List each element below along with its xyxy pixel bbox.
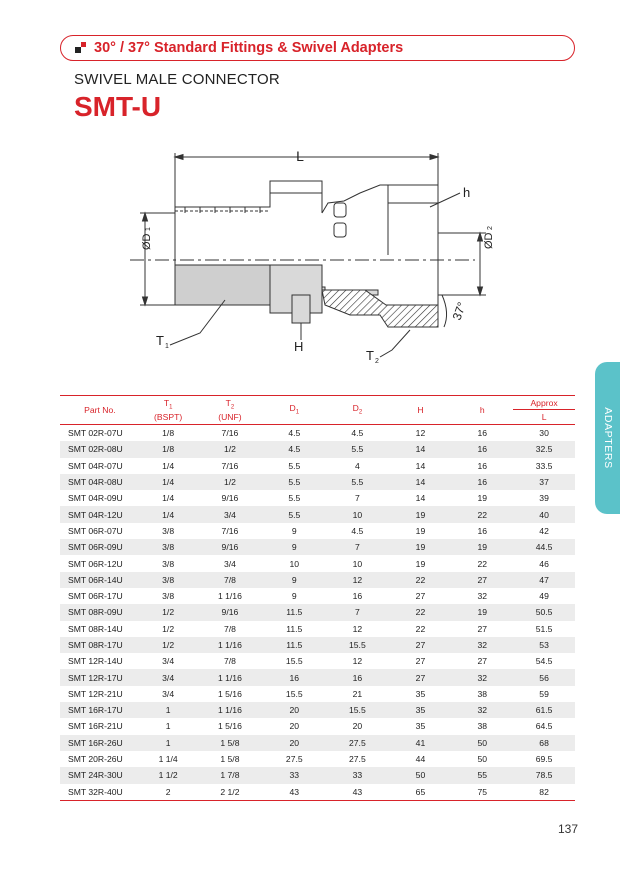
table-row <box>60 767 575 783</box>
table-cell: 1/2 <box>140 637 197 653</box>
table-cell: 16 <box>477 460 488 471</box>
table-cell: 14 <box>390 474 452 490</box>
table-cell: 27 <box>415 656 426 667</box>
table-cell: 44 <box>415 754 426 765</box>
table-cell: 1 <box>165 721 171 732</box>
table-cell: 50 <box>451 735 513 751</box>
table-cell: 7/8 <box>223 623 236 634</box>
section-tab-label: ADAPTERS <box>601 407 614 469</box>
table-row <box>60 784 575 801</box>
t2-label: T <box>366 348 374 363</box>
table-cell: 5.5 <box>288 493 301 504</box>
table-cell: 32 <box>451 669 513 685</box>
table-cell: 51.5 <box>535 623 553 634</box>
table-row <box>60 523 575 539</box>
table-cell: 50 <box>390 767 452 783</box>
table-cell: 20 <box>263 735 325 751</box>
table-cell: 1 5/8 <box>220 754 240 765</box>
table-cell: SMT 20R-26U <box>68 754 123 765</box>
table-cell: 3/4 <box>162 688 175 699</box>
table-cell: 43 <box>325 784 389 801</box>
table-row <box>60 506 575 522</box>
table-row <box>60 572 575 588</box>
table-cell: 41 <box>390 735 452 751</box>
table-cell: 32 <box>477 591 488 602</box>
table-cell: 30 <box>539 428 549 439</box>
section-banner <box>60 35 575 61</box>
table-cell: 7/16 <box>221 428 239 439</box>
table-cell: SMT 06R-14U <box>60 572 140 588</box>
table-cell: 27 <box>390 637 452 653</box>
product-subtitle: SWIVEL MALE CONNECTOR <box>74 71 280 88</box>
table-cell: 4.5 <box>351 525 364 536</box>
table-cell: 27.5 <box>349 754 366 765</box>
table-cell: 4.5 <box>288 428 301 439</box>
table-cell: 4.5 <box>351 428 364 439</box>
table-cell: 49 <box>539 591 549 602</box>
table-cell: 1 7/8 <box>196 767 263 783</box>
table-cell: 32 <box>451 702 513 718</box>
table-cell: SMT 16R-26U <box>60 735 140 751</box>
dim-l-label: L <box>296 148 304 164</box>
table-cell: 61.5 <box>513 702 575 718</box>
col-d1: $D_1$ <box>263 396 325 425</box>
table-row <box>60 425 575 442</box>
col-part-no: Part No. <box>60 396 140 425</box>
table-cell: 14 <box>415 493 426 504</box>
table-cell: 19 <box>390 539 452 555</box>
table-cell: SMT 02R-07U <box>68 428 123 439</box>
table-cell: 7 <box>354 493 360 504</box>
table-cell: 12 <box>415 428 426 439</box>
table-row <box>60 751 575 767</box>
table-cell: 22 <box>390 604 452 620</box>
table-cell: SMT 32R-40U <box>60 784 140 801</box>
table-cell: 19 <box>451 604 513 620</box>
table-cell: 22 <box>415 623 426 634</box>
table-cell: 32 <box>451 637 513 653</box>
table-cell: 68 <box>513 735 575 751</box>
table-cell: 42 <box>539 525 549 536</box>
table-cell: 1 5/16 <box>217 688 242 699</box>
table-cell: SMT 12R-14U <box>68 656 123 667</box>
table-cell: 9/16 <box>221 493 239 504</box>
table-cell: 20 <box>289 721 300 732</box>
table-row <box>60 604 575 620</box>
table-row <box>60 702 575 718</box>
table-cell: 3/8 <box>162 591 175 602</box>
col-approx: Approx <box>513 396 575 410</box>
table-cell: 9 <box>291 525 297 536</box>
table-cell: 5.5 <box>325 441 389 457</box>
table-cell: 53 <box>513 637 575 653</box>
table-cell: 16 <box>263 669 325 685</box>
table-cell: 50 <box>477 754 488 765</box>
table-cell: 1 <box>140 735 197 751</box>
table-cell: 3/8 <box>162 525 175 536</box>
dim-d2-sub: 2 <box>487 226 494 230</box>
table-cell: 1 <box>140 702 197 718</box>
table-cell: 9 <box>263 572 325 588</box>
table-cell: 7/16 <box>221 460 239 471</box>
table-row <box>60 474 575 490</box>
table-cell: SMT 04R-12U <box>60 506 140 522</box>
table-cell: 20 <box>352 721 363 732</box>
dim-h-label: h <box>463 185 471 200</box>
table-row <box>60 718 575 734</box>
table-cell: 1/2 <box>162 623 175 634</box>
table-cell: 22 <box>390 572 452 588</box>
table-cell: 55 <box>451 767 513 783</box>
table-cell: 20 <box>263 702 325 718</box>
table-cell: 15.5 <box>285 656 303 667</box>
table-cell: 38 <box>477 721 488 732</box>
table-cell: 56 <box>513 669 575 685</box>
table-cell: 54.5 <box>535 656 553 667</box>
table-cell: 3/4 <box>140 669 197 685</box>
t1-label: T <box>156 333 164 348</box>
table-cell: 14 <box>390 441 452 457</box>
table-cell: 35 <box>415 688 426 699</box>
dim-d1-sub: 1 <box>145 227 152 231</box>
table-cell: 1/4 <box>162 460 175 471</box>
table-cell: 65 <box>390 784 452 801</box>
table-cell: 12 <box>325 572 389 588</box>
banner-title: 30° / 37° Standard Fittings & Swivel Adapters <box>94 40 404 56</box>
table-cell: 3/8 <box>140 572 197 588</box>
col-t1: $T_1$ (BSPT) <box>140 396 197 425</box>
table-cell: 10 <box>325 506 389 522</box>
table-cell: 1 5/16 <box>217 721 242 732</box>
table-cell: 2 1/2 <box>196 784 263 801</box>
table-cell: 69.5 <box>535 754 553 765</box>
table-cell: 35 <box>390 702 452 718</box>
table-cell: 64.5 <box>535 721 553 732</box>
table-cell: 5.5 <box>288 460 301 471</box>
table-cell: 33 <box>325 767 389 783</box>
table-cell: 1 1/16 <box>196 637 263 653</box>
table-cell: 47 <box>513 572 575 588</box>
table-cell: 27.5 <box>285 754 303 765</box>
table-cell: 1/2 <box>140 604 197 620</box>
page-number: 137 <box>558 822 579 836</box>
table-row <box>60 637 575 653</box>
table-row <box>60 621 575 637</box>
t2-sub: 2 <box>375 358 379 365</box>
dim-d2-label: ØD <box>483 232 495 249</box>
table-cell: 1/4 <box>140 474 197 490</box>
table-cell: SMT 04R-08U <box>60 474 140 490</box>
table-cell: 3/4 <box>223 558 236 569</box>
col-hex-h: H <box>390 396 452 425</box>
table-cell: 9/16 <box>196 539 263 555</box>
table-cell: 39 <box>539 493 549 504</box>
table-cell: 82 <box>513 784 575 801</box>
product-code: SMT-U <box>74 91 162 122</box>
table-cell: SMT 04R-09U <box>68 493 123 504</box>
table-cell: 1 1/4 <box>158 754 178 765</box>
table-cell: 27 <box>477 623 488 634</box>
table-row <box>60 458 575 474</box>
table-cell: 1/2 <box>196 441 263 457</box>
col-t2: $T_2$ (UNF) <box>196 396 263 425</box>
table-row <box>60 441 575 457</box>
table-cell: 19 <box>415 558 426 569</box>
table-cell: 27 <box>451 572 513 588</box>
table-cell: 50.5 <box>513 604 575 620</box>
table-cell: SMT 16R-21U <box>68 721 123 732</box>
section-tab-adapters[interactable] <box>595 362 620 514</box>
table-cell: 16 <box>352 591 363 602</box>
table-cell: 22 <box>477 558 488 569</box>
table-cell: 1 1/16 <box>196 702 263 718</box>
table-cell: 5.5 <box>325 474 389 490</box>
table-cell: 44.5 <box>513 539 575 555</box>
col-h: h <box>451 396 513 425</box>
table-cell: SMT 06R-07U <box>68 525 123 536</box>
table-cell: 1 1/2 <box>140 767 197 783</box>
table-cell: 1 1/16 <box>196 669 263 685</box>
table-cell: 19 <box>451 539 513 555</box>
table-cell: 19 <box>390 506 452 522</box>
table-cell: 9 <box>263 539 325 555</box>
table-cell: SMT 08R-09U <box>60 604 140 620</box>
table-cell: 4 <box>354 460 360 471</box>
table-cell: 78.5 <box>513 767 575 783</box>
table-cell: 2 <box>140 784 197 801</box>
table-cell: 37 <box>513 474 575 490</box>
table-cell: 4.5 <box>263 441 325 457</box>
table-cell: 10 <box>289 558 300 569</box>
table-cell: 10 <box>352 558 363 569</box>
squares-icon <box>75 42 87 54</box>
table-cell: SMT 06R-17U <box>68 591 123 602</box>
table-cell: 27 <box>477 656 488 667</box>
table-cell: SMT 12R-17U <box>60 669 140 685</box>
table-cell: 43 <box>263 784 325 801</box>
table-row <box>60 490 575 506</box>
table-cell: 75 <box>451 784 513 801</box>
table-row <box>60 555 575 571</box>
table-cell: 1/8 <box>140 441 197 457</box>
col-length: L <box>513 410 575 425</box>
table-cell: 46 <box>539 558 549 569</box>
table-cell: 3/8 <box>140 539 197 555</box>
table-cell: 16 <box>477 428 488 439</box>
table-cell: 16 <box>325 669 389 685</box>
angle-label: 37° <box>449 300 470 323</box>
table-row <box>60 735 575 751</box>
table-cell: 27.5 <box>325 735 389 751</box>
table-cell: SMT 24R-30U <box>60 767 140 783</box>
table-cell: 3/4 <box>162 656 175 667</box>
table-cell: 7/8 <box>196 572 263 588</box>
table-cell: 19 <box>415 525 426 536</box>
table-cell: 5.5 <box>263 474 325 490</box>
table-cell: SMT 06R-12U <box>68 558 123 569</box>
hex-h-label: H <box>294 339 304 354</box>
table-cell: 15.5 <box>285 688 303 699</box>
table-cell: 3/8 <box>162 558 175 569</box>
table-cell: 11.5 <box>263 637 325 653</box>
table-cell: 21 <box>352 688 363 699</box>
table-cell: 27 <box>390 669 452 685</box>
table-cell: 7 <box>325 604 389 620</box>
table-cell: 7/8 <box>223 656 236 667</box>
table-cell: 12 <box>352 656 363 667</box>
spec-table-body <box>60 425 575 801</box>
table-cell: 22 <box>451 506 513 522</box>
table-cell: 38 <box>477 688 488 699</box>
table-cell: SMT 08R-14U <box>68 623 123 634</box>
table-cell: 7/16 <box>221 525 239 536</box>
table-row <box>60 686 575 702</box>
table-cell: 1/4 <box>162 493 175 504</box>
table-cell: 1/2 <box>196 474 263 490</box>
table-cell: 32.5 <box>513 441 575 457</box>
table-cell: SMT 06R-09U <box>60 539 140 555</box>
dim-d1-label: ØD <box>141 233 153 250</box>
table-row <box>60 669 575 685</box>
table-cell: 15.5 <box>325 702 389 718</box>
table-cell: 5.5 <box>263 506 325 522</box>
table-row <box>60 588 575 604</box>
table-cell: 9 <box>291 591 297 602</box>
table-cell: SMT 02R-08U <box>60 441 140 457</box>
table-cell: SMT 12R-21U <box>68 688 123 699</box>
table-cell: SMT 04R-07U <box>68 460 123 471</box>
table-cell: 27 <box>415 591 426 602</box>
fitting-drawing <box>130 145 500 375</box>
table-cell: 7 <box>325 539 389 555</box>
table-cell: SMT 08R-17U <box>60 637 140 653</box>
table-cell: 40 <box>513 506 575 522</box>
table-cell: 12 <box>352 623 363 634</box>
table-cell: 16 <box>451 441 513 457</box>
table-cell: 33.5 <box>535 460 553 471</box>
table-cell: 1 5/8 <box>196 735 263 751</box>
table-cell: SMT 16R-17U <box>60 702 140 718</box>
table-cell: 1 1/16 <box>217 591 242 602</box>
table-cell: 1/8 <box>162 428 175 439</box>
table-cell: 11.5 <box>286 623 303 634</box>
table-row <box>60 653 575 669</box>
table-row <box>60 539 575 555</box>
table-cell: 59 <box>539 688 549 699</box>
t1-sub: 1 <box>165 343 169 350</box>
table-cell: 16 <box>477 525 488 536</box>
table-cell: 16 <box>451 474 513 490</box>
table-cell: 1/4 <box>140 506 197 522</box>
table-cell: 11.5 <box>263 604 325 620</box>
table-cell: 14 <box>415 460 426 471</box>
col-d2: $D_2$ <box>325 396 389 425</box>
table-cell: 35 <box>415 721 426 732</box>
table-cell: 3/4 <box>196 506 263 522</box>
table-cell: 15.5 <box>325 637 389 653</box>
table-cell: 33 <box>263 767 325 783</box>
spec-table <box>60 395 575 801</box>
table-cell: 9/16 <box>196 604 263 620</box>
table-cell: 19 <box>477 493 488 504</box>
